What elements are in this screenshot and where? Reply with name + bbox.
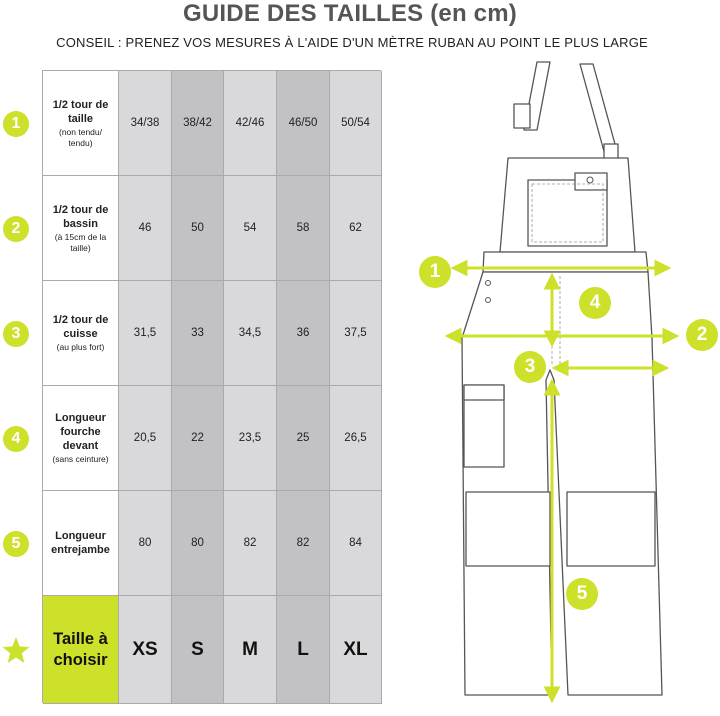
cell-value: 34/38 xyxy=(130,117,160,129)
row-label-thigh xyxy=(43,281,119,386)
cell-value: 42/46 xyxy=(235,117,265,129)
table-cell xyxy=(277,386,330,491)
cell-value: 34,5 xyxy=(238,327,262,339)
size-label: M xyxy=(242,638,258,660)
overalls-illustration xyxy=(410,55,720,711)
size-cell-l xyxy=(277,596,330,704)
table-cell xyxy=(330,281,382,386)
size-label: XS xyxy=(132,638,158,660)
cell-value: 50 xyxy=(191,222,204,234)
table-cell xyxy=(277,176,330,281)
table-cell xyxy=(119,176,172,281)
cell-value: 80 xyxy=(138,537,152,549)
row-label-text: 1/2 tour de taille xyxy=(52,98,109,125)
row-label-front-rise xyxy=(43,386,119,491)
row-label-text: 1/2 tour de cuisse xyxy=(52,314,109,340)
size-choice-text: Taille à choisir xyxy=(53,629,108,669)
cell-value: 58 xyxy=(296,222,310,234)
cell-value: 54 xyxy=(243,222,257,234)
size-table xyxy=(42,70,381,703)
row-number-badge-4: 4 xyxy=(3,426,29,452)
size-label: S xyxy=(191,638,204,660)
cell-value: 46/50 xyxy=(288,117,318,129)
cell-value: 22 xyxy=(191,432,204,444)
marker-1-badge: 1 xyxy=(419,256,451,288)
table-cell xyxy=(224,71,277,176)
table-cell xyxy=(330,491,382,596)
cell-value: 46 xyxy=(138,222,152,234)
row-label-text: 1/2 tour de bassin xyxy=(52,203,109,230)
table-cell xyxy=(277,71,330,176)
cell-value: 20,5 xyxy=(133,432,157,444)
table-cell xyxy=(224,386,277,491)
table-cell xyxy=(277,281,330,386)
table-cell xyxy=(172,71,224,176)
row-label-inseam xyxy=(43,491,119,596)
cell-value: 31,5 xyxy=(133,327,157,339)
marker-4-badge: 4 xyxy=(579,287,611,319)
cell-value: 33 xyxy=(191,327,204,339)
row-label-text: Longueur fourche devant xyxy=(55,412,106,452)
cell-value: 62 xyxy=(349,222,362,234)
row-label-note: (au plus fort) xyxy=(56,342,105,352)
size-cell-xl xyxy=(330,596,382,704)
size-choice-label xyxy=(43,596,119,704)
table-cell xyxy=(330,386,382,491)
table-cell xyxy=(119,281,172,386)
cell-value: 50/54 xyxy=(341,117,370,129)
table-cell xyxy=(172,386,224,491)
page-subtitle: CONSEIL : PRENEZ VOS MESURES À L'AIDE D'UN MÈTRE RUBAN AU POINT LE PLUS LARGE xyxy=(56,35,648,50)
row-label-note: (à 15cm de la taille) xyxy=(54,231,107,253)
cell-value: 80 xyxy=(191,537,204,549)
row-number-badge-3: 3 xyxy=(3,321,29,347)
row-number-badge-5: 5 xyxy=(3,531,29,557)
row-number-badge-1: 1 xyxy=(3,111,29,137)
table-cell xyxy=(277,491,330,596)
table-cell xyxy=(224,176,277,281)
size-cell-s xyxy=(172,596,224,704)
table-cell xyxy=(119,491,172,596)
row-label-note: (sans ceinture) xyxy=(52,454,109,464)
cell-value: 26,5 xyxy=(344,432,367,444)
cell-value: 82 xyxy=(296,537,310,549)
table-cell xyxy=(330,176,382,281)
size-label: L xyxy=(297,638,309,660)
table-cell xyxy=(224,281,277,386)
size-cell-m xyxy=(224,596,277,704)
cell-value: 82 xyxy=(243,537,257,549)
marker-3-badge: 3 xyxy=(514,351,546,383)
cell-value: 36 xyxy=(296,327,310,339)
table-cell xyxy=(330,71,382,176)
row-number-badge-2: 2 xyxy=(3,216,29,242)
row-label-note: (non tendu/ tendu) xyxy=(58,126,102,148)
table-cell xyxy=(119,386,172,491)
page-title: GUIDE DES TAILLES (en cm) xyxy=(183,0,517,27)
table-cell xyxy=(119,71,172,176)
cell-value: 38/42 xyxy=(183,117,212,129)
table-cell xyxy=(224,491,277,596)
star-icon xyxy=(1,636,31,666)
cell-value: 23,5 xyxy=(238,432,262,444)
marker-2-badge: 2 xyxy=(686,319,718,351)
cell-value: 25 xyxy=(296,432,310,444)
row-label-waist xyxy=(43,71,119,176)
table-cell xyxy=(172,176,224,281)
cell-value: 37,5 xyxy=(344,327,367,339)
table-cell xyxy=(172,491,224,596)
marker-5-badge: 5 xyxy=(566,578,598,610)
cell-value: 84 xyxy=(349,537,362,549)
size-cell-xs xyxy=(119,596,172,704)
row-label-hips xyxy=(43,176,119,281)
row-label-text: Longueur entrejambe xyxy=(51,530,110,556)
table-cell xyxy=(172,281,224,386)
size-label: XL xyxy=(343,638,368,660)
